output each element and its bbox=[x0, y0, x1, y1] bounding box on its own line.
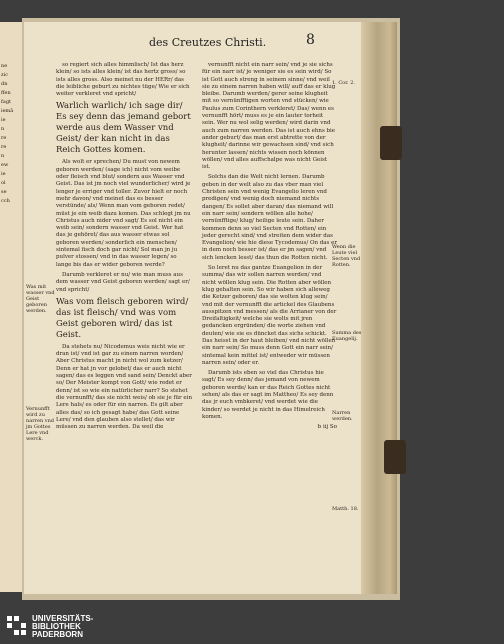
fragment-line: ie bbox=[1, 171, 6, 177]
margin-note-wenn: Wenn die Leute viel Secten vnd Rotten. bbox=[332, 244, 361, 268]
paragraph: so regiert sich alles himmlisch/ Ist das herz klein/ so ists alles klein/ ist das hertz gross/ so ists alles gross. Also meinet nu der HERr/ das die leibliche geburt zu nichtes tüge/ Wie er sich weiter verkleret vnd spricht/ bbox=[56, 62, 190, 98]
margin-note-narren: Narren werden. bbox=[332, 410, 353, 422]
fragment-line: re bbox=[1, 135, 7, 141]
scripture-quote: Warlich warlich/ ich sage dir/ Es sey denn das jemand gebort werde aus dem Wasser vnd Geist/ der kan nicht in das Reich Gottes komen. bbox=[56, 101, 191, 156]
library-name-line: PADERBORN bbox=[32, 630, 83, 639]
fragment-line: zic bbox=[1, 72, 9, 78]
library-logo-icon bbox=[6, 615, 28, 637]
fragment-line: ffen bbox=[1, 90, 11, 96]
margin-note-wasser: Was mit wasser vnd Geist geboren werden. bbox=[26, 284, 55, 314]
fragment-line: fagt bbox=[1, 99, 12, 105]
paragraph: So leret nu das gantze Euangelion in der summa/ das wir sollen narren werden/ vnd nicht wöllen klug sein. Die Rotten aber wöllen klug gehalten sein. So wir haben sich alleweg die Ketzer geboren/ das sie wolten klug sein/ vnd mit der vernunfft die artickel des Glaubens ausspitzen vnd messen/ als die Arrianer von der Dreifaltigkeit/ welche sie wolts mit jren gedancken ergründen/ die worte ziehen vnd deuten/ wie sie es düncket das sichs schickt. Das heisst in der haut bleiben/ vnd nicht wöllen ein narr sein/ So muss denn Gott ein narr sein/ sintemal kein mittel ist/ entweder wir müssen narren sein/ oder er. bbox=[202, 265, 337, 366]
library-name-line: BIBLIOTHEK bbox=[32, 622, 81, 631]
signature-mark: b iij So bbox=[317, 424, 337, 431]
margin-note-matth: Matth. 18. bbox=[332, 506, 359, 512]
running-title: des Creutzes Christi. bbox=[149, 36, 267, 49]
paragraph: Solchs dan die Welt nicht lernen. Darumb geben in der welt also zu das vber man viel Christen sein vnd wenig Evangelio leren vnd predigen/ vnd wenig doch niemand nichts dangen/ Es sollet aber daran/ das niemand will ein narr sein/ sondern wöllen alle hohe/ vernünfftige/ klug/ heilige leute sein. Daher kommen denn so viel Secten vnd Rotten/ ein jeder gerecht sind/ vnd streiten dem wider das Evangelion/ wie hie diese Tycodemus/ On das er in dem noch besser ist/ das er jm sagen/ vnd sich lencken lesst/ das thun die Rotten nicht. bbox=[202, 174, 338, 261]
fragment-line: ol bbox=[1, 180, 6, 186]
left-column bbox=[56, 62, 192, 434]
page bbox=[24, 22, 361, 594]
fragment-line: cch bbox=[1, 198, 10, 204]
fragment-line: ie bbox=[1, 117, 6, 123]
paragraph: Darumb verkleret er nu/ wie man muss aus dem wasser vnd Geist geboren werden/ sagt er/ vnd spricht/ bbox=[56, 271, 190, 293]
metal-clasp bbox=[380, 126, 402, 160]
paragraph: vernunfft nicht ein narr sein/ vnd je sie sichs für ein narr ist/ je weniger sie es sein wird/ So ist Gott auch streng in seinem sinne/ vnd weil sie zu einem narren haben will/ auff das er klug bleibe. Darumb werden/ gerer seine klugheit mit so vernünfftigen worten vnd stücken/ wie Paulus zum Corinthern verkleret/ Das/ wenn es vernunfft hört/ muss es je ein lauter torheit sein. Wer nu wol selig werden/ wird darin vnd auch zum narren werden. Das ist auch ehns bie ander geburt/ das man erst abtrette von der klugheit/ darinne wir gewachsen sind/ vnd sich herunter lassen/ nichts wissen noch können wöllen/ vnd alles auffschalpe was nicht Geist ist. bbox=[202, 62, 336, 171]
previous-page-edge bbox=[0, 22, 22, 592]
fragment-line: re bbox=[1, 144, 7, 150]
library-name bbox=[32, 615, 93, 639]
book bbox=[22, 18, 400, 600]
right-column bbox=[202, 62, 337, 435]
margin-note-vernunfft: Vernunfft wird zu narren vnd jm Gottes Lere vnd werck. bbox=[26, 406, 54, 442]
previous-page-text bbox=[1, 62, 21, 206]
paragraph: Als wolt er sprechen/ Du must von newem geboren werden/ (sage ich) nicht vom weibe oder fleisch vnd blut/ sondern aus Wasser vnd Geist. Das ist jm noch viel wunderlicher/ wird je lenger je erriger vnd toller. Zuvor hielt er noch mehr davon/ vnd meinet das es besser verstünde/ als/ Wenn man vom geboren redet/ müst je ein weib dazu komen. Das schlegt jm nu Christus auch nider vnd sagt/ Es sol nicht ein weib sein/ sondern wasser vnd Geist. Wer hat das je gehöret/ das aus wasser etwas sol geboren werden/ sonderlich ein menschen/ sintemal fisch doch gar nicht/ Sol man jn ju pulver stossen/ vnd in das wasser legen/ so lange bis das er wider geboren werde? bbox=[56, 159, 191, 268]
fragment-line: dn bbox=[1, 81, 8, 87]
paragraph: Darumb ists eben so viel das Christus hie sagt/ Es sey denn/ das jemand von newem geboren werde/ kan er das Reich Gottes nicht sehen/ als das er sagt im Mattheo/ Es sey denn das jr euch vmbkeret/ vnd werdet wie die kinder/ so werdet je nicht in das Himelreich komen. bbox=[202, 370, 334, 420]
fragment-line: n bbox=[1, 153, 5, 159]
fragment-line: ew bbox=[1, 162, 9, 168]
fragment-line: se bbox=[1, 189, 7, 195]
metal-clasp bbox=[384, 440, 406, 474]
paragraph: Da stehets nu/ Nicodemus weis nicht wie er dran ist/ vnd ist gar zu einem narren worden/ Aber Christus macht jn nicht wol zum ketzer/ Denn er hat jn vor gelobet/ das er auch nicht sagen/ das es leggen vnd sand sein/ Denckt aber so/ Der Meister kompt von Gott/ wie redet er denn/ ist so wie ein natürlicher narr? So stehet die vernunfft/ das sie nicht weis/ ob sie je für ein Lere hals/ es oder für ein narren. Es gilt aber alles das/ so ich gesagt habe/ das Gott seine Lere/ vnd den glauben also stellet/ das wir müssen zu narren werden. Da weil die bbox=[56, 343, 192, 431]
library-name-line: UNIVERSITÄTS- bbox=[32, 614, 94, 623]
margin-note-summa: Summa des Euangelij. bbox=[332, 330, 362, 342]
folio-number: 8 bbox=[306, 32, 315, 48]
library-footer bbox=[0, 612, 504, 644]
scripture-quote: Was vom fleisch geboren wird/ das ist fleisch/ vnd was vom Geist geboren wird/ das ist Geist. bbox=[56, 296, 189, 340]
fragment-line: iemā bbox=[1, 108, 14, 114]
fragment-line: n bbox=[1, 126, 5, 132]
page-block-edge bbox=[361, 22, 397, 594]
fragment-line: ne bbox=[1, 63, 8, 69]
margin-note-cor: 1. Cor. 2. bbox=[332, 80, 355, 86]
page-header bbox=[24, 30, 361, 52]
